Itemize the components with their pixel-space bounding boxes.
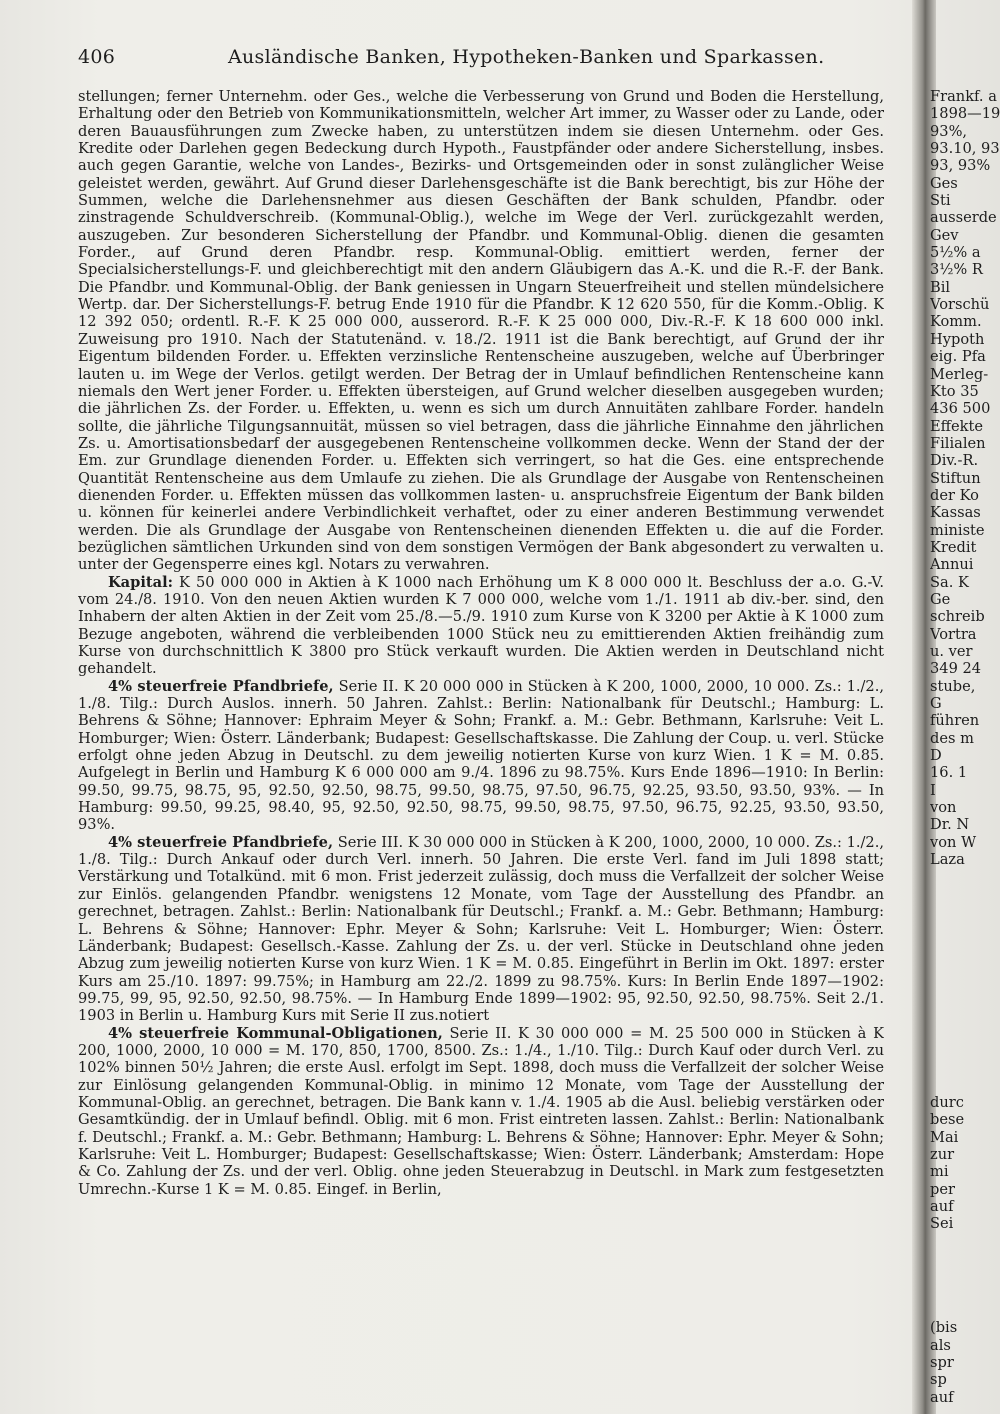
paragraph-pfandbriefe-serie-2 [78, 678, 884, 834]
facing-page-line: von W [930, 833, 977, 851]
section-heading-capital: Kapital: [108, 573, 174, 591]
facing-page-line: Merleg- [930, 365, 989, 383]
facing-page-line: Dr. N [930, 816, 970, 834]
facing-page-line: Gev [930, 226, 959, 244]
main-column [78, 88, 884, 1408]
facing-page-line: Ge [930, 590, 951, 608]
facing-page-line: 93.10, 93 [930, 140, 1000, 158]
facing-page-line: Stiftun [930, 469, 981, 487]
facing-page-line: Frankf. a [930, 88, 997, 105]
facing-page-line: Kassas [930, 504, 981, 522]
facing-page-line: 3½% R [930, 261, 983, 279]
capital-text: K 50 000 000 in Aktien à K 1000 nach Erhöhung um K 8 000 000 lt. Beschluss der a.o. G.-V. vom 24./8. 1910. Von den neuen Aktien wurden K 7 000 000, welche vom 1./1. 1911 ab div.-ber. sind, den Inhabern der alten Aktien in der Zeit vom 25./8.—5./9. 1910 zum Kurse von K 3200 per Aktie à K 1000 zum Bezuge angeboten, während die verbleibenden 1000 Stück neu zu emittierenden Aktien freihändig zum Kurse von durchschnittlich K 3800 pro Stück verkauft wurden. Die Aktien werden in Deutschland nicht gehandelt. [78, 573, 884, 678]
facing-page-line: 436 500 [930, 400, 991, 418]
facing-page-line: 5½% a [930, 244, 981, 262]
facing-page-line: Bil [930, 278, 951, 296]
paragraph-bank-powers: stellungen; ferner Unternehm. oder Ges., welche die Verbesserung von Grund und Boden die Herstellung, Erhaltung oder den Betrieb von Kommunikationsmitteln, welcher Art immer, zu Wasser oder zu Lande, oder deren Bauausführungen zum Zwecke haben, zu unterstützen indem sie diesen Unternehm. oder Ges. Kredite oder Darlehen gegen Bedeckung durch Hypoth., Faustpfänder oder andere Sicherstellung, insbes. auch gegen Garantie, welche von Landes-, Bezirks- und Ortsgemeinden oder in sonst zulänglicher Weise geleistet werden, gewährt. Auf Grund dieser Darlehensgeschäfte ist die Bank berechtigt, bis zur Höhe der Summen, welche die Darlehensnehmer aus diesen Geschäften der Bank schulden, Pfandbr. oder zinstragende Schuldverschreib. (Kommunal-Oblig.), welche im Wege der Verl. zurückgezahlt werden, auszugeben. Zur besonderen Sicherstellung der Pfandbr. und Kommunal-Oblig. dienen die gesamten Forder., auf Grund deren Pfandbr. resp. Kommunal-Oblig. emittiert werden, ferner der Specialsicherstellungs-F. und gleichberechtigt mit den andern Gläubigern das A.-K. und die R.-F. der Bank. Die Pfandbr. und Kommunal-Oblig. der Bank geniessen in Ungarn Steuerfreiheit und stellen mündelsichere Wertp. dar. Der Sicherstellungs-F. betrug Ende 1910 für die Pfandbr. K 12 620 550, für die Komm.-Oblig. K 12 392 050; ordentl. R.-F. K 25 000 000, ausserord. R.-F. K 25 000 000, Div.-R.-F. K 18 600 000 inkl. Zuweisung pro 1910. Nach der Statutenänd. v. 18./2. 1911 ist die Bank berechtigt, auf Grund der ihr Eigentum bildenden Forder. u. Effekten verzinsliche Rentenscheine auszugeben, welche auf Überbringer lauten u. im Wege der Verlos. getilgt werden. Der Betrag der in Umlauf befindlichen Rentenscheine kann niemals den Wert jener Forder. u. Effekten übersteigen, auf Grund welcher dieselben ausgegeben wurden; die jährlichen Zs. der Forder. u. Effekten, u. wenn es sich um durch Annuitäten zahlbare Forder. handeln sollte, die jährliche Tilgungsannuität, müssen so viel betragen, dass die jährliche Einnahme den jährlichen Zs. u. Amortisationsbedarf der ausgegebenen Rentenscheine vollkommen decke. Wenn der Stand der der Em. zur Grundlage dienenden Forder. u. Effekten sich verringert, so hat die Ges. eine entsprechende Quantität Rentenscheine aus dem Umlaufe zu ziehen. Die als Grundlage der Ausgabe von Rentenscheinen dienenden Forder. u. Effekten müssen das vollkommen lasten- u. anspruchsfreie Eigentum der Bank bilden u. können für keinerlei andere Verbindlichkeit verhaftet, oder zu einer anderen Bestimmung verwendet werden. Die als Grundlage der Ausgabe von Rentenscheinen dienenden Effekten u. die auf die Forder. bezüglichen sämtlichen Urkunden sind von dem sonstigen Vermögen der Bank abgesondert zu verwalten u. unter der Gegensperre eines kgl. Notars zu verwahren. [78, 88, 884, 574]
running-title: Ausländische Banken, Hypotheken-Banken und Sparkassen. [228, 46, 825, 68]
facing-page-line: Kredit [930, 538, 977, 556]
facing-page-line [930, 886, 1000, 903]
facing-page-line [930, 1233, 1000, 1250]
facing-page-line [930, 1302, 1000, 1319]
facing-page-line [930, 1025, 1000, 1042]
facing-page-line: der Ko [930, 486, 979, 504]
facing-page-line: Annui [930, 556, 974, 574]
facing-page-line [930, 1077, 1000, 1094]
page-number: 406 [78, 46, 116, 68]
facing-page-line: 16. 1 [930, 764, 968, 782]
kommunal-text: Serie II. K 30 000 000 = M. 25 500 000 in Stücken à K 200, 1000, 2000, 10 000 = M. 170, 850, 1700, 8500. Zs.: 1./4., 1./10. Tilg.: Durch Kauf oder durch Verl. zu 102% binnen 50½ Jahren; die erste Ausl. erfolgt im Sept. 1898, doch muss die Verfallzeit der solcher Weise zur Einlösung gelangenden Kommunal-Oblig. in minimo 12 Monate, vom Tage der Ausstellung der Kommunal-Oblig. an gerechnet, betragen. Die Bank kann v. 1./4. 1905 ab die Ausl. beliebig verstärken oder Gesamtkündig. der in Umlauf befindl. Oblig. mit 6 mon. Frist eintreten lassen. Zahlst.: Berlin: Nationalbank f. Deutschl.; Frankf. a. M.: Gebr. Bethmann; Hamburg: L. Behrens & Söhne; Hannover: Ephr. Meyer & Sohn; Karlsruhe: Veit L. Homburger; Budapest: Gesellschaftskasse; Wien: Österr. Länderbank; Amsterdam: Hope & Co. Zahlung der Zs. und der verl. Oblig. ohne jeden Steuerabzug in Deutschl. in Mark zum festgesetzten Umrechn.-Kurse 1 K = M. 0.85. Eingef. in Berlin, [78, 1024, 884, 1198]
facing-page-line: auf [930, 1198, 954, 1215]
facing-page-line: Laza [930, 851, 965, 869]
facing-page-line: Sei [930, 1215, 954, 1233]
facing-page-line: sp [930, 1371, 947, 1389]
facing-page-line: I [930, 781, 936, 799]
facing-page-line [930, 1250, 1000, 1267]
facing-page-line [930, 868, 1000, 885]
facing-page-line [930, 1059, 1000, 1076]
facing-page-line: mi [930, 1163, 949, 1181]
facing-page-line: Effekte [930, 417, 984, 435]
section-heading-pfandbriefe-2: 4% steuerfreie Pfandbriefe, [108, 677, 334, 695]
facing-page-line: D [930, 747, 942, 765]
facing-page-line: (bis [930, 1319, 958, 1337]
facing-page-line: spr [930, 1354, 954, 1372]
facing-page-line: eig. Pfa [930, 348, 986, 366]
facing-page-line: Mai [930, 1128, 959, 1146]
facing-page-line: stube, [930, 677, 976, 695]
facing-page-line: als [930, 1336, 951, 1354]
facing-page-line: 93%, [930, 122, 968, 140]
facing-page-line: u. ver [930, 643, 973, 660]
facing-page-line: von [930, 799, 957, 817]
facing-page-line: des m [930, 729, 974, 747]
facing-page-line [930, 921, 1000, 938]
facing-page-line [930, 938, 1000, 955]
facing-page-line: Kto 35 [930, 382, 979, 400]
facing-page-line: Div.-R. [930, 452, 979, 470]
facing-page-line: Vorschü [930, 296, 990, 314]
page-header [78, 40, 878, 80]
facing-page-line [930, 1267, 1000, 1284]
facing-page-line: per [930, 1180, 955, 1198]
facing-page-line: Filialen [930, 434, 986, 452]
facing-page-line: schreib [930, 608, 985, 626]
facing-page-line: ausserde [930, 209, 997, 227]
facing-page-line: ministe [930, 521, 985, 539]
facing-page-line [930, 1285, 1000, 1302]
facing-page-line: führen [930, 712, 980, 730]
facing-page-line: G [930, 695, 942, 713]
facing-page-line: zur [930, 1145, 955, 1163]
facing-page-line [930, 1042, 1000, 1059]
facing-page-line [930, 955, 1000, 972]
facing-page-line: durc [930, 1093, 964, 1111]
facing-page-line [930, 973, 1000, 990]
facing-page-line: 349 24 [930, 660, 982, 678]
paragraph-pfandbriefe-serie-3 [78, 834, 884, 1025]
pfandbriefe-3-text: Serie III. K 30 000 000 in Stücken à K 200, 1000, 2000, 10 000. Zs.: 1./2., 1./8. Tilg.: Durch Ankauf oder durch Verl. innerh. 50 Jahren. Die erste Verl. fand im Juli 1898 statt; Verstärkung und Totalkünd. mit 6 mon. Frist jederzeit zulässig, doch muss die Verfallzeit der solcher Weise zur Einlös. gelangenden Pfandbr. wenigstens 12 Monate, vom Tage der Ausstellung des Pfandbr. an gerechnet, betragen. Zahlst.: Berlin: Nationalbank für Deutschl.; Frankf. a. M.: Gebr. Bethmann; Hamburg: L. Behrens & Söhne; Hannover: Ephr. Meyer & Sohn; Karlsruhe: Veit L. Homburger; Wien: Österr. Länderbank; Budapest: Gesellsch.-Kasse. Zahlung der Zs. u. der verl. Stücke in Deutschland ohne jeden Abzug zum jeweilig notierten Kurse von kurz Wien. 1 K = M. 0.85. Eingeführt in Berlin im Okt. 1897: erster Kurs am 25./10. 1897: 99.75%; in Hamburg am 22./2. 1899 zu 98.75%. Kurs: In Berlin Ende 1897—1902: 99.75, 99, 95, 92.50, 92.50, 98.75%. — In Hamburg Ende 1899—1902: 95, 92.50, 92.50, 98.75%. Seit 2./1. 1903 in Berlin u. Hamburg Kurs mit Serie II zus.notiert [78, 833, 884, 1025]
facing-page-line: bese [930, 1111, 965, 1129]
facing-page-line [930, 1007, 1000, 1024]
facing-page-line: Sti [930, 192, 951, 210]
pfandbriefe-2-text: Serie II. K 20 000 000 in Stücken à K 200, 1000, 2000, 10 000. Zs.: 1./2., 1./8. Tilg.: Durch Auslos. innerh. 50 Jahren. Zahlst.: Berlin: Nationalbank für Deutschl.; Hamburg: L. Behrens & Söhne; Hannover: Ephraim Meyer & Sohn; Frankf. a. M.: Gebr. Bethmann, Karlsruhe: Veit L. Homburger; Wien: Österr. Länderbank; Budapest: Gesellschaftskasse. Die Zahlung der Coup. u. verl. Stücke erfolgt ohne jeden Abzug in Deutschl. zu dem jeweilig notierten Kurse von kurz Wien. 1 K = M. 0.85. Aufgelegt in Berlin und Hamburg K 6 000 000 am 9./4. 1896 zu 98.75%. Kurs Ende 1896—1910: In Berlin: 99.50, 99.75, 98.75, 95, 92.50, 92.50, 98.75, 99.50, 98.75, 97.50, 96.75, 92.25, 93.50, 93.50, 93%. — In Hamburg: 99.50, 99.25, 98.40, 95, 92.50, 92.50, 98.75, 99.50, 98.75, 97.50, 96.75, 92.25, 93.50, 93.50, 93%. [78, 677, 884, 834]
facing-page-line [930, 903, 1000, 920]
facing-page-line: Komm. [930, 313, 982, 331]
facing-page-line: Hypoth [930, 330, 985, 348]
facing-page-line: Sa. K [930, 573, 969, 591]
section-heading-kommunal: 4% steuerfreie Kommunal-Obligationen, [108, 1024, 443, 1042]
facing-page-line: auf [930, 1388, 954, 1406]
facing-page-line: Ges [930, 174, 958, 192]
facing-page-line: 1898—19 [930, 105, 1000, 123]
facing-page-line: Vortra [930, 625, 977, 643]
section-heading-pfandbriefe-3: 4% steuerfreie Pfandbriefe, [108, 833, 334, 851]
paragraph-capital [78, 574, 884, 678]
facing-page-column [930, 88, 1000, 1408]
paragraph-kommunal-obligationen [78, 1025, 884, 1198]
facing-page-line: 93, 93% [930, 157, 991, 175]
facing-page-line [930, 990, 1000, 1007]
